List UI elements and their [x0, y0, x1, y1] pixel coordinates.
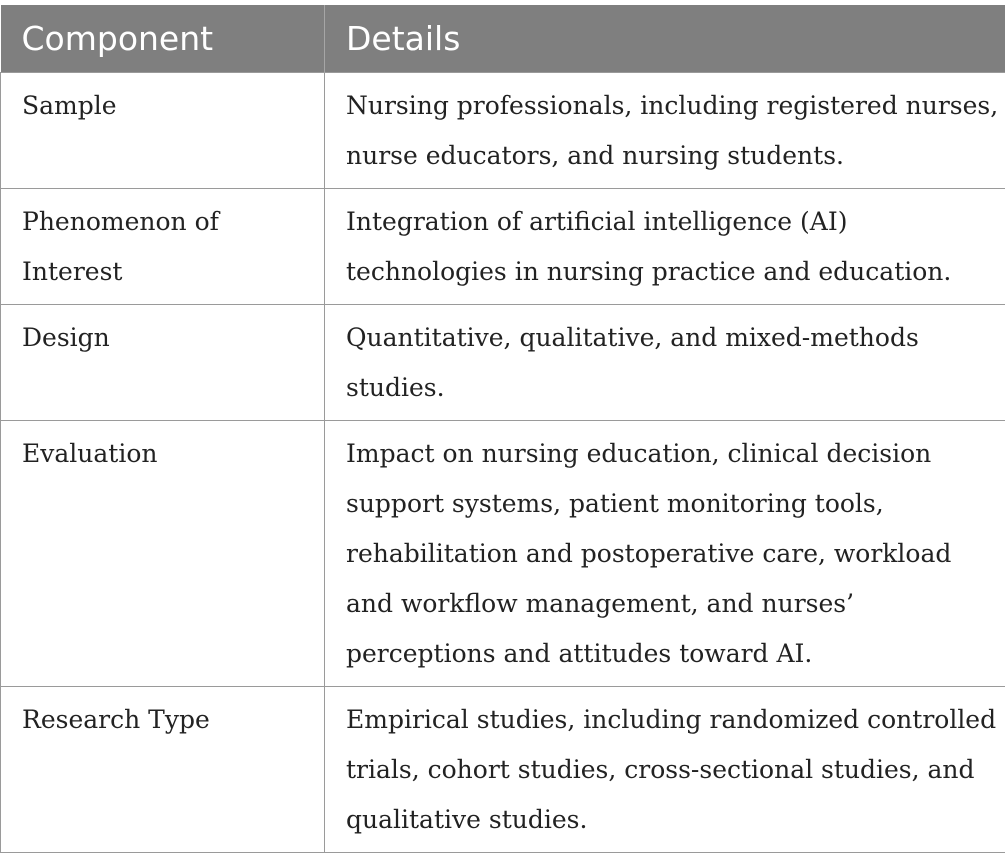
details-cell: Impact on nursing education, clinical decision support systems, patient monitoring tools, rehabilitation and postoperative care, workload and workflow management, and nurses’ perceptions and attitudes toward AI. [325, 421, 1005, 687]
criteria-table [0, 5, 1005, 853]
column-header-component: Component [1, 5, 325, 73]
details-cell: Integration of artificial intelligence (AI) technologies in nursing practice and education. [325, 189, 1005, 305]
table-row [1, 687, 1005, 853]
details-cell: Empirical studies, including randomized controlled trials, cohort studies, cross-sectional studies, and qualitative studies. [325, 687, 1005, 853]
component-cell: Sample [1, 73, 325, 189]
table-row [1, 305, 1005, 421]
table-row [1, 73, 1005, 189]
table-row [1, 421, 1005, 687]
table-row [1, 189, 1005, 305]
component-cell: Design [1, 305, 325, 421]
component-cell: Research Type [1, 687, 325, 853]
column-header-details: Details [325, 5, 1005, 73]
details-cell: Nursing professionals, including registered nurses, nurse educators, and nursing students. [325, 73, 1005, 189]
component-cell: Evaluation [1, 421, 325, 687]
component-cell: Phenomenon of Interest [1, 189, 325, 305]
table-header-row [1, 5, 1005, 73]
details-cell: Quantitative, qualitative, and mixed-methods studies. [325, 305, 1005, 421]
